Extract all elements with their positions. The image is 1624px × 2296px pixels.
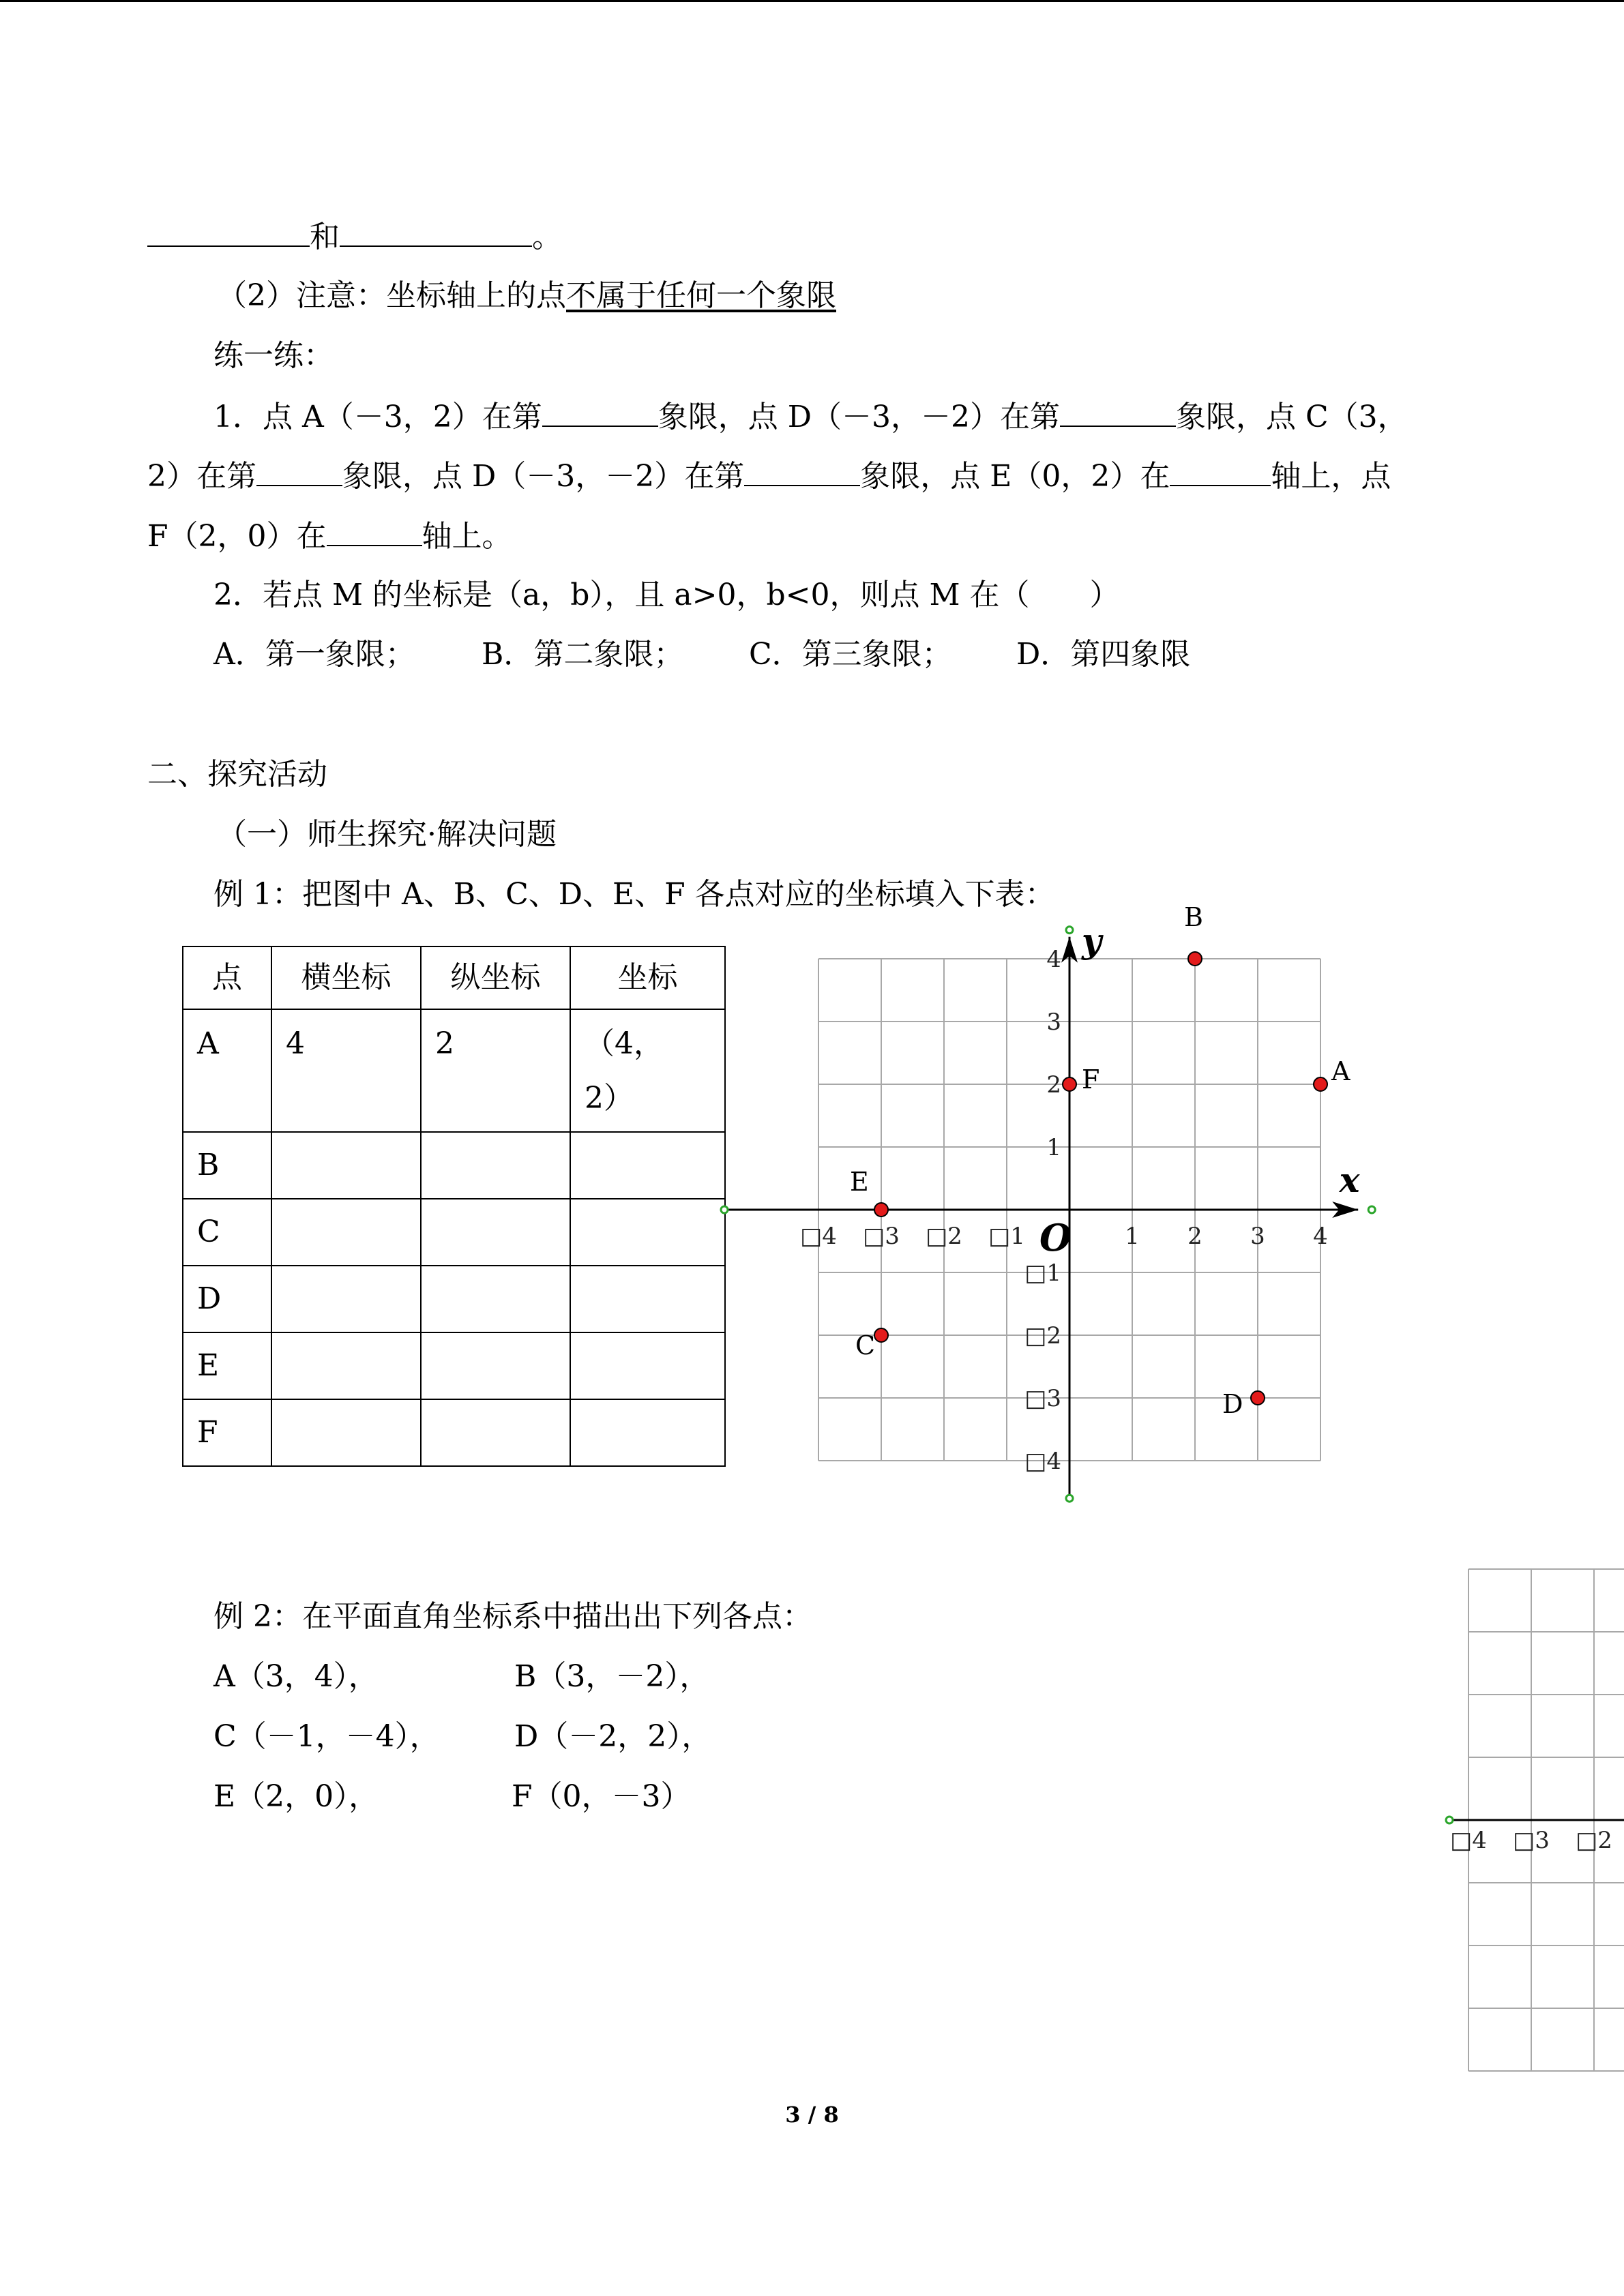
question-2: 2．若点 M 的坐标是（a，b），且 a>0，b<0，则点 M 在（ ） bbox=[213, 578, 1120, 612]
q1-text-d: 2）在第 bbox=[147, 459, 256, 494]
table-header: 坐标 bbox=[570, 946, 725, 1009]
x-tick-label: □2 bbox=[926, 1223, 962, 1250]
y-tick-label: 3 bbox=[1046, 1009, 1061, 1036]
subsection-heading: （一）师生探究·解决问题 bbox=[217, 817, 557, 852]
point-f-spec: F（0，－3） bbox=[512, 1779, 691, 1814]
y-axis-label: y bbox=[1082, 920, 1102, 961]
y-tick-label: □3 bbox=[1024, 1385, 1061, 1412]
point-e bbox=[874, 1203, 888, 1217]
coord-part: 2） bbox=[585, 1081, 634, 1116]
table-cell: F bbox=[183, 1399, 271, 1466]
q2-option-c[interactable]: C．第三象限； bbox=[749, 637, 952, 672]
x-tick-label: 4 bbox=[1313, 1223, 1328, 1250]
x-tick-label: 2 bbox=[1187, 1223, 1202, 1250]
note-emphasis: 不属于任何一个象限 bbox=[566, 278, 836, 313]
axis-end-dot bbox=[721, 1206, 728, 1213]
q1-text-e: 象限，点 D（－3，－2）在第 bbox=[342, 459, 745, 494]
point-c bbox=[874, 1328, 888, 1342]
x-tick-label: □3 bbox=[863, 1223, 900, 1250]
point-c-spec: C（－1，－4）， bbox=[213, 1719, 440, 1754]
point-e-spec: E（2，0）， bbox=[213, 1779, 379, 1814]
point-b bbox=[1188, 952, 1202, 966]
point-label: B bbox=[1184, 902, 1203, 932]
text-period: 。 bbox=[532, 220, 562, 254]
y-tick-label: □1 bbox=[1024, 1259, 1061, 1287]
point-label: C bbox=[855, 1330, 876, 1360]
table-cell: B bbox=[183, 1132, 271, 1199]
partial-tick-label: □3 bbox=[1513, 1827, 1550, 1854]
x-tick-label: □4 bbox=[800, 1223, 837, 1250]
axis-end-dot bbox=[1066, 927, 1073, 934]
point-label: A bbox=[1331, 1056, 1350, 1086]
example-1-prompt: 例 1：把图中 A、B、C、D、E、F 各点对应的坐标填入下表： bbox=[213, 877, 1055, 912]
coord-part: （4， bbox=[585, 1026, 664, 1061]
example-2-prompt: 例 2：在平面直角坐标系中描出出下列各点： bbox=[213, 1599, 812, 1634]
q2-option-d[interactable]: D．第四象限 bbox=[1016, 637, 1191, 672]
table-header: 点 bbox=[183, 946, 271, 1009]
table-cell: C bbox=[183, 1199, 271, 1266]
q2-option-a[interactable]: A．第一象限； bbox=[213, 637, 415, 672]
table-cell: 2 bbox=[421, 1009, 570, 1132]
q1-text-h: F（2，0）在 bbox=[147, 519, 327, 554]
point-a bbox=[1314, 1077, 1327, 1091]
section-heading: 二、探究活动 bbox=[147, 757, 327, 792]
x-tick-label: 1 bbox=[1125, 1223, 1140, 1250]
q1-text-b: 象限，点 D（－3，－2）在第 bbox=[658, 400, 1061, 434]
point-label: E bbox=[850, 1167, 869, 1197]
table-cell: A bbox=[183, 1009, 271, 1132]
point-label: D bbox=[1222, 1389, 1243, 1419]
x-axis-label: x bbox=[1339, 1160, 1360, 1200]
axis-end-dot bbox=[1368, 1206, 1375, 1213]
partial-tick-label: □4 bbox=[1450, 1827, 1487, 1854]
x-tick-label: □1 bbox=[988, 1223, 1025, 1250]
q1-text-g: 轴上，点 bbox=[1271, 459, 1391, 494]
point-b-spec: B（3，－2）， bbox=[514, 1659, 710, 1694]
point-f bbox=[1063, 1077, 1076, 1091]
axis-end-dot bbox=[1066, 1495, 1073, 1502]
practice-heading: 练一练： bbox=[213, 338, 334, 373]
origin-label: O bbox=[1039, 1216, 1072, 1259]
partial-tick-label: □2 bbox=[1576, 1827, 1612, 1854]
page-number: 3 / 8 bbox=[785, 2102, 839, 2128]
y-tick-label: □2 bbox=[1024, 1322, 1061, 1350]
q1-text-i: 轴上。 bbox=[422, 519, 512, 554]
q1-text-c: 象限，点 C（3， bbox=[1176, 400, 1408, 434]
text-he: 和 bbox=[310, 220, 340, 254]
q2-option-b[interactable]: B．第二象限； bbox=[482, 637, 684, 672]
table-header: 纵坐标 bbox=[421, 946, 570, 1009]
table-cell: D bbox=[183, 1266, 271, 1332]
point-a-spec: A（3，4）， bbox=[213, 1659, 379, 1694]
point-label: F bbox=[1082, 1064, 1100, 1094]
point-d bbox=[1251, 1391, 1265, 1405]
point-d-spec: D（－2，2）， bbox=[514, 1719, 712, 1754]
table-cell: 4 bbox=[271, 1009, 421, 1132]
note-text: （2）注意：坐标轴上的点 bbox=[217, 278, 566, 313]
table-header: 横坐标 bbox=[271, 946, 421, 1009]
table-cell: E bbox=[183, 1332, 271, 1399]
y-tick-label: 2 bbox=[1046, 1071, 1061, 1099]
y-tick-label: 4 bbox=[1046, 946, 1061, 973]
q1-text-a: 1．点 A（－3，2）在第 bbox=[213, 400, 542, 434]
y-tick-label: □4 bbox=[1024, 1448, 1061, 1475]
q1-text-f: 象限，点 E（0，2）在 bbox=[860, 459, 1170, 494]
y-tick-label: 1 bbox=[1046, 1134, 1061, 1161]
x-tick-label: 3 bbox=[1250, 1223, 1265, 1250]
